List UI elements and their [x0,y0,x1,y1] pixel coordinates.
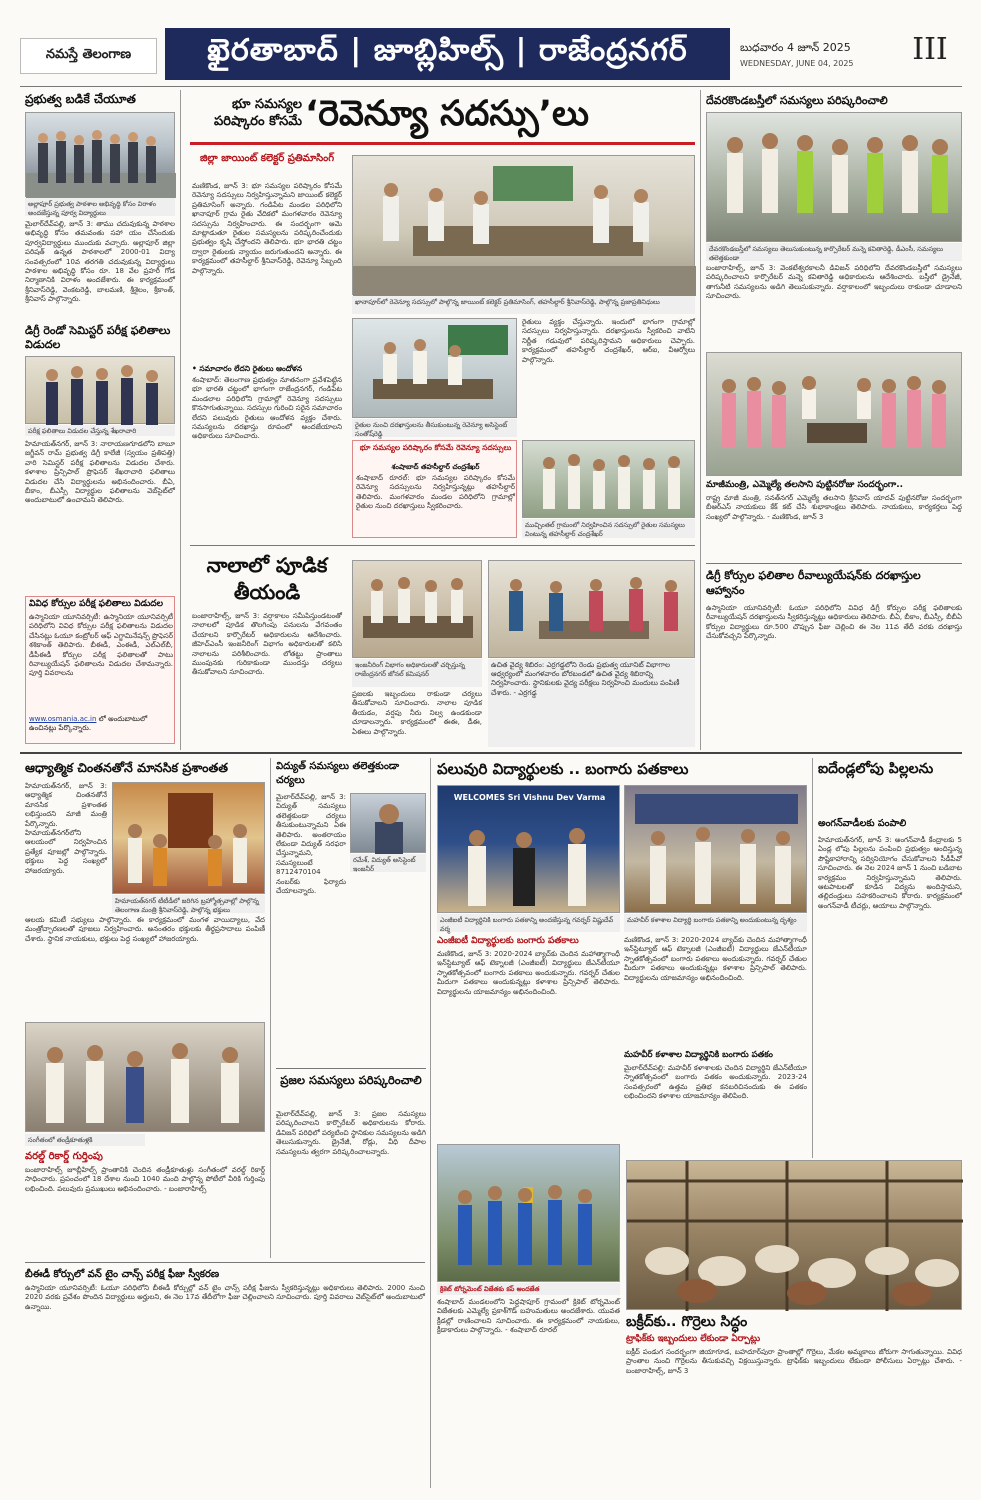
revenue-bottom-rule [190,545,695,546]
photo-ae [350,793,426,853]
mgit-article: మణికొండ, జూన్ 3: 2020-2024 బ్యాచ్‌కు చెందిన మహాత్మాగాంధీ ఇన్‌స్టిట్యూట్ ఆఫ్ టెక్నాలజీ (ఎంజీఐటీ) విద్యార్థులు జేఎన్‌టీయూ స్నాతకోత్సవంలో బంగారు పతకాలు అందుకున్నారు. గవర్నర్ చేతుల మీదుగా పతకాలు అందుకున్నట్లు కళాశాల ప్రిన్సిపాల్ తెలిపారు. విద్యార్థులను యాజమాన్యం అభినందించింది. [437,950,623,996]
caption-music: సంగీతంలో తండ్రీకూతుళ్లకి [25,1134,145,1146]
section-rule [20,752,962,754]
spiritual-article-1: హిమాయత్‌నగర్, జూన్ 3: ఆధ్యాత్మిక చింతనతోనే మానసిక ప్రశాంతత లభిస్తుందని మాజీ మంత్రి పేర్కొన్నారు. హిమాయత్‌నగర్‌లోని ఆలయంలో నిర్వహించిన ప్రత్యేక పూజల్లో పాల్గొన్నారు. భక్తులు పెద్ద సంఖ్యలో హాజరయ్యారు. [25,782,110,875]
convocation-banner: WELCOMES Sri Vishnu Dev Varma [453,793,606,802]
caption-devarakonda: దేవరకొండబస్తీలో సమస్యలు తెలుసుకుంటున్న కార్పొరేటర్ మన్నె కవితారెడ్డి, డీఎంసీ, సమస్యలు తలెత్తకుండా [706,243,962,261]
revenue-kicker: భూ సమస్యల పరిష్కారం కోసమే [214,97,302,129]
public-problems-article: మైలార్‌దేవ్‌పల్లి, జూన్ 3: ప్రజల సమస్యలు పరిష్కరించాలని కార్పొరేటర్ అధికారులను కోరారు. డివిజన్ పరిధిలో పర్యటించి స్థానికుల సమస్యలను అడిగి తెలుసుకున్నారు. డ్రైనేజీ, రోడ్లు, వీధి దీపాల సమస్యలను త్వరగా పరిష్కరించాలన్నారు. [276,1110,429,1156]
edition-title: ఖైరతాబాద్ | జూబ్లిహిల్స్ | రాజేంద్రనగర్ [165,28,730,80]
anganwadi-article: హిమాయత్‌నగర్, జూన్ 3: అంగన్‌వాడీ కేంద్రాలకు 5 ఏండ్ల లోపు పిల్లలను పంపించి ప్రభుత్వం అందిస్తున్న పౌష్టికాహారాన్ని సద్వినియోగం చేసుకోవాలని సీడీపీవో సూచించారు. ఈ నెల 2024 జూన్ 1 నుంచి బడిబాట కార్యక్రమం నిర్వహిస్తున్నామని తెలిపారు. ఆటపాటలతో కూడిన విద్యను అందిస్తామని, తల్లిదండ్రులు సహకరించాలని కోరారు. కార్యక్రమంలో అంగన్‌వాడీ టీచర్లు, ఆయాలు పాల్గొన్నారు. [818,836,965,910]
dateline [740,40,880,72]
photo-applications-graphic [353,319,518,419]
caption-nala: ఇంజనీరింగ్ విభాగం అధికారులతో చర్చిస్తున్న రాజేంద్రనగర్ జోనల్ కమిషనర్ [352,659,482,687]
revenue-red-rule [190,142,695,145]
cricket-article: శంషాబాద్ మండలంలోని పెద్దషాపూర్ గ్రామంలో క్రికెట్ టోర్నమెంట్ విజేతలకు ఎమ్మెల్యే ప్రకాశ్‌గౌడ్ బహుమతులు అందజేశారు. యువత క్రీడల్లో రాణించాలని సూచించారు. ఈ కార్యక్రమంలో నాయకులు, క్రీడాకారులు పాల్గొన్నారు. - శంషాబాద్ రూరల్ [437,1298,623,1335]
newspaper-logo: నమస్తే తెలంగాణ [20,38,157,74]
photo-revenue-meeting [352,155,695,295]
date-telugu: బుధవారం 4 జూన్ 2025 [740,41,851,54]
devarakonda-article: బంజారాహిల్స్, జూన్ 3: వెంకటేశ్వరకాలనీ డివిజన్ పరిధిలోని దేవరకొండబస్తీలో సమస్యలు పరిష్కరించాలని కార్పొరేటర్ మన్నె కవితారెడ్డి అధికారులను ఆదేశించారు. బస్తీలో డ్రైనేజీ, తాగునీటి సమస్యలను అడిగి తెలుసుకున్నారు. వర్షాకాలంలో ఇబ్బందులు రాకుండా చూడాలని సూచించారు. [706,264,965,301]
photo-ae-graphic [351,794,427,854]
photo-convocation-graphic [438,786,621,914]
nala-article: బంజారాహిల్స్, జూన్ 3: వర్షాకాలం సమీపిస్తుండటంతో నాలాలలో పూడిక తొలగింపు పనులను వేగవంతం చేయాలని కార్పొరేటర్ అధికారులను ఆదేశించారు. జీహెచ్‌ఎంసీ ఇంజనీరింగ్ విభాగం అధికారులతో కలిసి నాలాలను పరిశీలించారు. లోతట్టు ప్రాంతాలు ముంపునకు గురికాకుండా ముందస్తు చర్యలు తీసుకోవాలని సూచించారు. [192,612,345,677]
bed-rule [25,1262,425,1263]
spiritual-headline: ఆధ్యాత్మిక చింతనతోనే మానసిక ప్రశాంతత [25,760,228,775]
caption-cricket: క్రికెట్ టోర్నమెంట్ విజేతకు కప్ అందజేత [437,1283,620,1295]
photo-applications [352,318,517,418]
caption-health-camp: ఉచిత వైద్య శిబిరం: ఎర్రగడ్డలోని రెండు ప్రభుత్వ యూనిట్ విభాగాల ఆధ్వర్యంలో మంగళవారం బోరబండలో ఉచిత వైద్య శిబిరాన్ని నిర్వహించారు. స్థానికులకు వైద్య పరీక్షలు నిర్వహించి మందులు పంపిణీ చేశారు. - ఎర్రగడ్డ [488,659,695,747]
photo-bakrid-sheep [626,1160,962,1310]
column-divider-5 [812,758,813,1158]
osmania-website-link[interactable]: www.osmania.ac.in [29,715,97,723]
shamshabad-subhead-2: శంషాబాద్ తహసీల్దార్ చంద్రశేఖర్ [391,463,480,471]
shamshabad-article: శంషాబాద్ రూరల్: భూ సమస్యల పరిష్కారం కోసమే రెవెన్యూ సదస్సులను నిర్వహిస్తున్నట్లు తహసీల్దార్ తెలిపారు. మంగళవారం మండల పరిధిలోని గ్రామాల్లో రైతుల నుంచి దరఖాస్తులు స్వీకరించారు. [356,474,518,511]
caption-alumni: అల్లాపూర్ ప్రభుత్వ పాఠశాల అభివృద్ధి కోసం విరాళం అందజేస్తున్న పూర్వ విద్యార్థులు [25,198,175,216]
caption-mahavir: మహవీర్ కళాశాల విద్యార్థి బంగారు పతకాన్ని అందుకుంటున్న దృశ్యం [624,914,807,932]
bakrid-article: బక్రీద్ పండుగ సందర్భంగా జియాగూడ, బహదూర్‌పురా ప్రాంతాల్లో గొర్రెలు, మేకల అమ్మకాలు జోరుగా సాగుతున్నాయి. వివిధ ప్రాంతాల నుంచి గొర్రెలను తీసుకువచ్చి విక్రయిస్తున్నారు. ట్రాఫిక్‌కు ఇబ్బందులు లేకుండా పోలీసులు ఏర్పాట్లు చేశారు. - బంజారాహిల్స్, జూన్ 3 [626,1348,965,1375]
photo-mahavir-graphic [625,786,808,914]
mahavir-article: మైలార్‌దేవ్‌పల్లి: మహవీర్ కళాశాలకు చెందిన విద్యార్థిని జేఎన్‌టీయూ స్నాతకోత్సవంలో బంగారు పతకం అందుకున్నారు. 2023-24 సంవత్సరంలో ఉత్తమ ప్రతిభ కనబరిచినందుకు ఈ పతకం లభించిందని కళాశాల యాజమాన్యం తెలిపింది. [624,1064,810,1101]
gold-headline: పలువురి విద్యార్థులకు .. బంగారు పతకాలు [437,760,689,778]
photo-cricket [437,1144,620,1282]
degree-rule [706,563,962,564]
date-english: WEDNESDAY, JUNE 04, 2025 [740,59,854,68]
photo-mahavir-convocation [624,785,807,913]
headline-various-courses: వివిధ కోర్సుల పరీక్ష ఫలితాలు విడుదల [29,599,164,609]
headline-degree-results: డిగ్రీ రెండో సెమిస్టర్ పరీక్ష ఫలితాలు విడుదల [25,324,171,351]
photo-sheep-graphic [627,1161,963,1311]
page-number: III [912,32,948,67]
public-problems-headline: ప్రజల సమస్యలు పరిష్కరించాలి [280,1073,422,1087]
column-divider [180,90,181,750]
photo-devarakonda-graphic [707,113,963,243]
article-degree-results: హిమాయత్‌నగర్, జూన్ 3: నారాయణగూడలోని బాబూ జగ్జీవన్ రామ్ ప్రభుత్వ డిగ్రీ కాలేజీ (స్వయం ప్రతిపత్తి) వారి సెమిస్టర్ పరీక్ష ఫలితాలను విడుదల చేశారు. కళాశాల ప్రిన్సిపాల్ ప్రొఫెసర్ శేఖరాచారి ఫలితాలు విడుదల చేసి విద్యార్థులను అభినందించారు. బీఏ, బీకాం, బీఎస్సీ విద్యార్థుల ఫలితాలను వెబ్‌సైట్‌లో అందుబాటులో ఉంచామని తెలిపారు. [25,440,178,505]
photo-people-graphic [26,113,176,198]
photo-health-graphic [489,561,696,659]
anganwadi-subhead: అంగన్‌వాడీలకు పంపాలి [818,818,907,829]
caption-temple: హిమాయత్‌నగర్ టీటీడీలో జరిగిన బ్రహ్మోత్సవాల్లో పాల్గొన్న తెలంగాణ మంత్రి శ్రీనివాస్‌రెడ్డి, పాల్గొన్న భక్తులు [112,895,265,913]
photo-birthday [706,352,962,476]
article-govt-school: మైలార్‌దేవ్‌పల్లి, జూన్ 3: తాము చదువుకున్న పాఠశాల అభివృద్ధి కోసం తమవంతు సహా యం చేసేందుకు పూర్వవిద్యార్థులు ముందుకు వచ్చారు. అల్లాపూర్ జిల్లా పరిషత్ ఉన్నత పాఠశాలలో 2000-01 విద్యా సంవత్సరంలో 10వ తరగతి చదువుకున్న విద్యార్థులు పాఠశాల అభివృద్ధి కోసం రూ. 18 వేల ప్రహరీ గోడ నిర్మాణానికి విరాళం అందజేశారు. ఈ కార్యక్రమంలో శ్రీనివాస్‌రెడ్డి, వెంకటరెడ్డి, బాలమణి, శ్రీశైలం, శ్రీకాంత్, శ్రీనివాస్ పాల్గొన్నారు. [25,220,178,304]
box-various-courses [25,596,175,744]
spiritual-article-2: ఆలయ కమిటీ సభ్యులు పాల్గొన్నారు. ఈ కార్యక్రమంలో మంగళ వాయిద్యాలు, వేద మంత్రోచ్ఛారణలతో పూజలు నిర్వహించారు. అనంతరం భక్తులకు తీర్థప్రసాదాలు పంపిణీ చేశారు. స్థానిక నాయకులు, భక్తులు పెద్ద సంఖ్యలో హాజరయ్యారు. [25,916,268,943]
shamshabad-subhead: భూ సమస్యల పరిష్కారం కోసమే రెవెన్యూ సదస్సులు [359,443,512,452]
article-various-courses: ఉస్మానియా యూనివర్సిటీ: ఉస్మానియా యూనివర్సిటీ పరిధిలోని వివిధ కోర్సుల పరీక్ష ఫలితాలను విడుదల చేసినట్లు ఓయూ కంట్రోలర్ ఆఫ్ ఎగ్జామినేషన్స్ ప్రొఫెసర్ శశికాంత్ తెలిపారు. బీఈడీ, ఎంఈడీ, ఎల్ఎల్‌బీ, డీపీఈడీ కోర్సుల పరీక్ష ఫలితాలతో పాటు రివాల్యుయేషన్ ఫలితాలను విడుదల చేశామన్నారు. పూర్తి వివరాలను [29,613,176,678]
photo-muchintal-graphic [523,441,696,519]
revenue-article-3: రైతులు వ్యక్తం చేస్తున్నారు. ఇందులో భాగంగా గ్రామాల్లో సదస్సులు నిర్వహిస్తున్నారు. దరఖాస్తులను స్వీకరించి వాటిని నిర్ణీత గడువులో పరిష్కరిస్తామని అధికారులు చెప్పారు. కార్యక్రమంలో తహసీల్దార్ చంద్రశేఖర్, ఆర్ఐ, వీఆర్వోలు పాల్గొన్నారు. [522,318,698,364]
bed-headline: బీఈడీ కోర్సులో వన్ టైం చాన్స్ పరీక్ష ఫీజు స్వీకరణ [25,1269,220,1280]
nala-headline: నాలాలో పూడిక తీయండి [206,553,328,604]
photo-cricket-graphic [438,1145,621,1283]
photo-temple [112,782,265,894]
mgit-subhead: ఎంజీఐటీ విద్యార్థులకు బంగారు పతకాలు [437,936,579,946]
photo-music-record [25,1022,265,1132]
mgit-article-continued: మణికొండ, జూన్ 3: 2020-2024 బ్యాచ్‌కు చెందిన మహాత్మాగాంధీ ఇన్‌స్టిట్యూట్ ఆఫ్ టెక్నాలజీ (ఎంజీఐటీ) విద్యార్థులు జేఎన్‌టీయూ స్నాతకోత్సవంలో బంగారు పతకాలు అందుకున్నారు. గవర్నర్ చేతుల మీదుగా పతకాలు అందుకున్నట్లు కళాశాల ప్రిన్సిపాల్ తెలిపారు. విద్యార్థులను యాజమాన్యం అభినందించింది. [624,936,810,982]
revenue-bullet: • సమాచారం లేదని రైతులు ఆందోళన [192,364,303,373]
results-link-suffix: లో అందుబాటులో ఉంచినట్లు పేర్కొన్నారు. [29,715,148,732]
bakrid-headline: బక్రీద్‌కు.. గొర్రెలు సిద్ధం [626,1314,748,1330]
revenue-article-2: శంషాబాద్: తెలంగాణ ప్రభుత్వం నూతనంగా ప్రవేశపెట్టిన భూ భారతి చట్టంలో భాగంగా రాజేంద్రనగర్, గండిపేట మండలాల పరిధిలోని గ్రామాల్లో రెవెన్యూ సదస్సులు కొనసాగుతున్నాయి. సదస్సుల గురించి సరైన సమాచారం లేదని పలువురు రైతులు ఆందోళన వ్యక్తం చేశారు. సమస్యలను దరఖాస్తు రూపంలో అందజేయాలని అధికారులు సూచించారు. [192,376,345,441]
bakrid-subhead: ట్రాఫిక్‌కు ఇబ్బందులు లేకుండా ఏర్పాట్లు [626,1334,761,1344]
column-divider-2 [700,90,701,750]
photo-temple-graphic [113,783,266,895]
caption-applications: రైతుల నుంచి దరఖాస్తులను తీసుకుంటున్న రెవెన్యూ అసిస్టెంట్ సంతోష్‌రెడ్డి [352,419,517,437]
revenue-headline: ‘రెవెన్యూ సదస్సు’లు [305,94,589,134]
children-headline: ఐదేండ్లలోపు పిల్లలను [818,761,934,777]
photo-birthday-graphic [707,353,963,477]
caption-ae: రమేశ్, విద్యుత్ అసిస్టెంట్ ఇంజనీర్ [350,854,426,872]
revenue-article-1: మణికొండ, జూన్ 3: భూ సమస్యల పరిష్కారం కోసమే రెవెన్యూ సదస్సులు నిర్వహిస్తున్నామని జాయింట్ కలెక్టర్ ప్రతిమాసింగ్ అన్నారు. గండిపేట మండల పరిధిలోని ఖానాపూర్ గ్రామ రైతు వేదికలో మంగళవారం రెవెన్యూ సదస్సును నిర్వహించారు. ఈ సందర్భంగా ఆమె మాట్లాడుతూ రైతుల సమస్యలను పరిష్కరించేందుకు ప్రభుత్వం కృషి చేస్తోందని తెలిపారు. భూ భారతి చట్టం ద్వారా రైతులకు న్యాయం జరుగుతుందని అన్నారు. ఈ కార్యక్రమంలో తహసీల్దార్ శ్రీనివాస్‌రెడ్డి, రెవెన్యూ సిబ్బంది పాల్గొన్నారు. [192,182,345,275]
photo-mgit-convocation [437,785,620,913]
world-record-headline: వరల్డ్ రికార్డ్ గుర్తింపు [25,1151,103,1162]
electric-article: మైలార్‌దేవ్‌పల్లి, జూన్ 3: విద్యుత్ సమస్యలు తలెత్తకుండా చర్యలు తీసుకుంటున్నామని ఏఈ తెలిపారు. అంతరాయం లేకుండా విద్యుత్ సరఫరా చేస్తున్నామని, సమస్యలుంటే 8712470104 నంబర్‌కు ఫిర్యాదు చేయాలన్నారు. [276,793,349,896]
degree-reval-article: ఉస్మానియా యూనివర్సిటీ: ఓయూ పరిధిలోని వివిధ డిగ్రీ కోర్సుల పరీక్ష ఫలితాలకు రీవాల్యుయేషన్ దరఖాస్తులను స్వీకరిస్తున్నట్లు అధికారులు తెలిపారు. బీఏ, బీకాం, బీఎస్సీ, బీబీఏ కోర్సుల విద్యార్థులు రూ.500 చొప్పున ఫీజు చెల్లించి ఈ నెల 11వ తేదీ వరకు దరఖాస్తు చేసుకోవచ్చని పేర్కొన్నారు. [706,604,965,641]
revenue-subhead: జిల్లా జాయింట్ కలెక్టర్ ప్రతిమాసింగ్ [199,153,335,164]
mahavir-subhead: మహవీర్ కళాశాల విద్యార్థినికి బంగారు పతకం [624,1050,773,1060]
nala-article-2: ప్రజలకు ఇబ్బందులు రాకుండా చర్యలు తీసుకోవాలని సూచించారు. నాలాల పూడిక తీయడం, వర్షపు నీరు నిల్వ ఉండకుండా చూడాలన్నారు. కార్యక్రమంలో ఈఈ, డీఈ, ఏఈలు పాల్గొన్నారు. [352,690,485,736]
caption-results: పరీక్ష ఫలితాలు విడుదల చేస్తున్న శేఖరాచారి [25,425,175,436]
photo-alumni [25,112,175,197]
electric-headline: విద్యుత్ సమస్యలు తలెత్తకుండా చర్యలు [276,761,400,786]
photo-muchintal [522,440,695,518]
headline-govt-school: ప్రభుత్వ బడికే చేయూత [25,92,136,106]
photo-music-graphic [26,1023,266,1133]
world-record-article: బంజారాహిల్స్ జూబ్లీహిల్స్ ప్రాంతానికి చెందిన తండ్రీకూతుళ్లు సంగీతంలో వరల్డ్ రికార్డ్ సాధించారు. ప్రపంచంలో 18 దేశాల నుంచి 1040 మంది పాల్గొన్న పోటీలో వీరికి గుర్తింపు లభించింది. పలువురు ప్రముఖులు అభినందించారు. - బంజారాహిల్స్ [25,1166,268,1193]
photo-meeting-graphic [353,156,696,296]
caption-revenue-meeting: ఖానాపూర్‌లో రెవెన్యూ సదస్సులో పాల్గొన్న జాయింట్ కలెక్టర్ ప్రతిమాసింగ్, తహసీల్దార్ శ్రీనివాస్‌రెడ్డి, పాల్గొన్న ప్రజాప్రతినిధులు [352,296,695,314]
degree-reval-headline: డిగ్రీ కోర్సుల ఫలితాల రీవాల్యుయేషన్‌కు దరఖాస్తుల ఆహ్వానం [706,569,921,597]
caption-mgit: ఎంజీఐటీ విద్యార్థినికి బంగారు పతకాన్ని అందజేస్తున్న గవర్నర్ విష్ణుదేవ్ వర్మ [437,914,620,932]
birthday-caption-head: మాజీమంత్రి, ఎమ్మెల్యే తలసాని పుట్టినరోజు సందర్భంగా.. [706,480,904,490]
photo-nala [352,560,482,658]
caption-muchintal: ముచ్చింతల్ గ్రామంలో నిర్వహించిన సదస్సులో రైతుల సమస్యలు వింటున్న తహసీల్దార్ చంద్రశేఖర్ [522,519,695,538]
devarakonda-headline: దేవరకొండబస్తీలో సమస్యలు పరిష్కరించాలి [706,94,888,107]
photo-health-camp [488,560,695,658]
masthead [20,28,970,80]
electric-rule [276,1068,426,1069]
results-link-line [29,715,173,733]
masthead-rule [20,86,962,87]
birthday-article: రాష్ట్ర మాజీ మంత్రి, సనత్‌నగర్ ఎమ్మెల్యే తలసాని శ్రీనివాస్ యాదవ్ పుట్టినరోజు సందర్భంగా బీఆర్‌ఎస్ నాయకులు కేక్ కట్ చేసి శుభాకాంక్షలు తెలిపారు. నాయకులు, కార్యకర్తలు పెద్ద సంఖ్యలో పాల్గొన్నారు. - మణికొండ, జూన్ 3 [706,494,965,521]
column-divider-4 [430,758,431,1488]
box-shamshabad-revenue [352,440,517,538]
column-divider-3 [270,758,271,1258]
bed-article: ఉస్మానియా యూనివర్సిటీ: ఓయూ పరిధిలోని బీఈడీ కోర్సుల్లో వన్ టైం చాన్స్ పరీక్ష ఫీజును స్వీకరిస్తున్నట్లు అధికారులు తెలిపారు. 2000 నుంచి 2020 వరకు ప్రవేశం పొందిన విద్యార్థులు అర్హులని, ఈ నెల 17వ తేదీలోగా ఫీజు చెల్లించాలని సూచించారు. పూర్తి వివరాలు వెబ్‌సైట్‌లో అందుబాటులో ఉన్నాయి. [25,1284,428,1311]
photo-officials-graphic [26,357,176,425]
photo-devarakonda [706,112,962,242]
photo-nala-graphic [353,561,483,659]
photo-results-release [25,356,175,424]
